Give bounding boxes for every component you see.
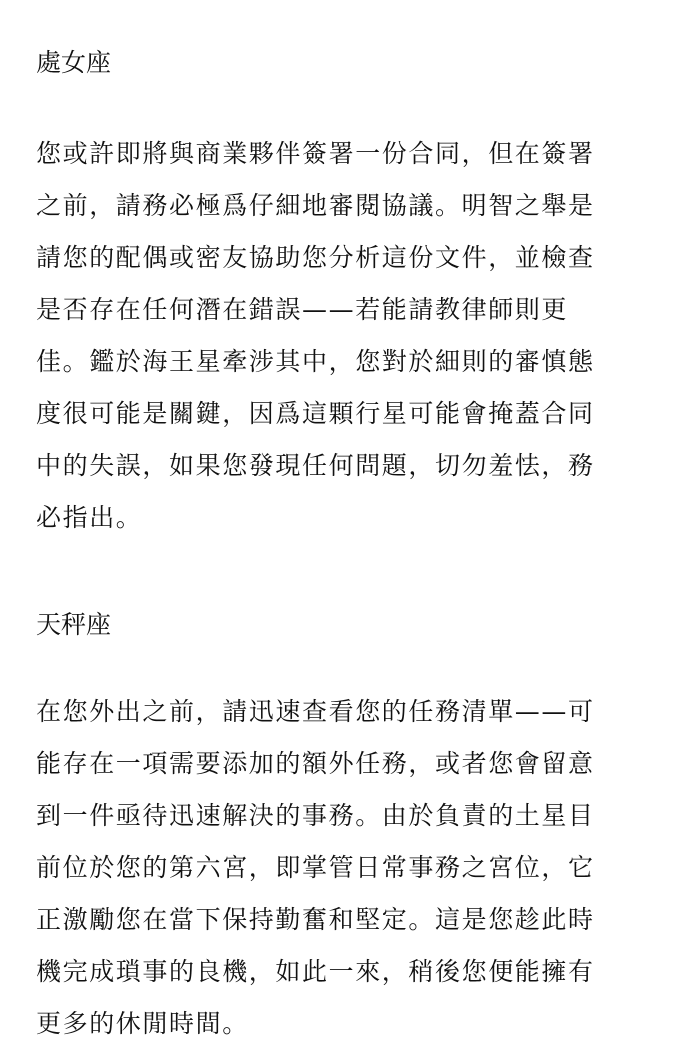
virgo-line: 是否存在任何潛在錯誤——若能請教律師則更 <box>36 295 569 324</box>
libra-line: 前位於您的第六宮，即掌管日常事務之宮位，它 <box>36 853 595 882</box>
virgo-line: 度很可能是關鍵，因爲這顆行星可能會掩蓋合同 <box>36 399 595 428</box>
virgo-line: 佳。鑑於海王星牽涉其中，您對於細則的審慎態 <box>36 347 595 376</box>
libra-line: 到一件亟待迅速解決的事務。由於負責的土星目 <box>36 801 595 830</box>
virgo-line: 之前，請務必極爲仔細地審閱協議。明智之舉是 <box>36 191 595 220</box>
libra-line: 更多的休閒時間。 <box>36 1009 249 1038</box>
virgo-line: 請您的配偶或密友協助您分析這份文件，並檢查 <box>36 243 595 272</box>
virgo-line: 中的失誤，如果您發現任何問題，切勿羞怯，務 <box>36 451 595 480</box>
libra-line: 正激勵您在當下保持勤奮和堅定。這是您趁此時 <box>36 905 595 934</box>
libra-paragraph <box>36 686 656 1050</box>
libra-line: 在您外出之前，請迅速查看您的任務清單——可 <box>36 697 595 726</box>
virgo-paragraph <box>36 128 656 544</box>
virgo-line: 必指出。 <box>36 503 143 532</box>
libra-line: 機完成瑣事的良機，如此一來，稍後您便能擁有 <box>36 957 595 986</box>
virgo-heading: 處女座 <box>36 48 112 77</box>
virgo-line: 您或許即將與商業夥伴簽署一份合同，但在簽署 <box>36 139 595 168</box>
libra-line: 能存在一項需要添加的額外任務，或者您會留意 <box>36 749 595 778</box>
libra-heading: 天秤座 <box>36 610 112 639</box>
